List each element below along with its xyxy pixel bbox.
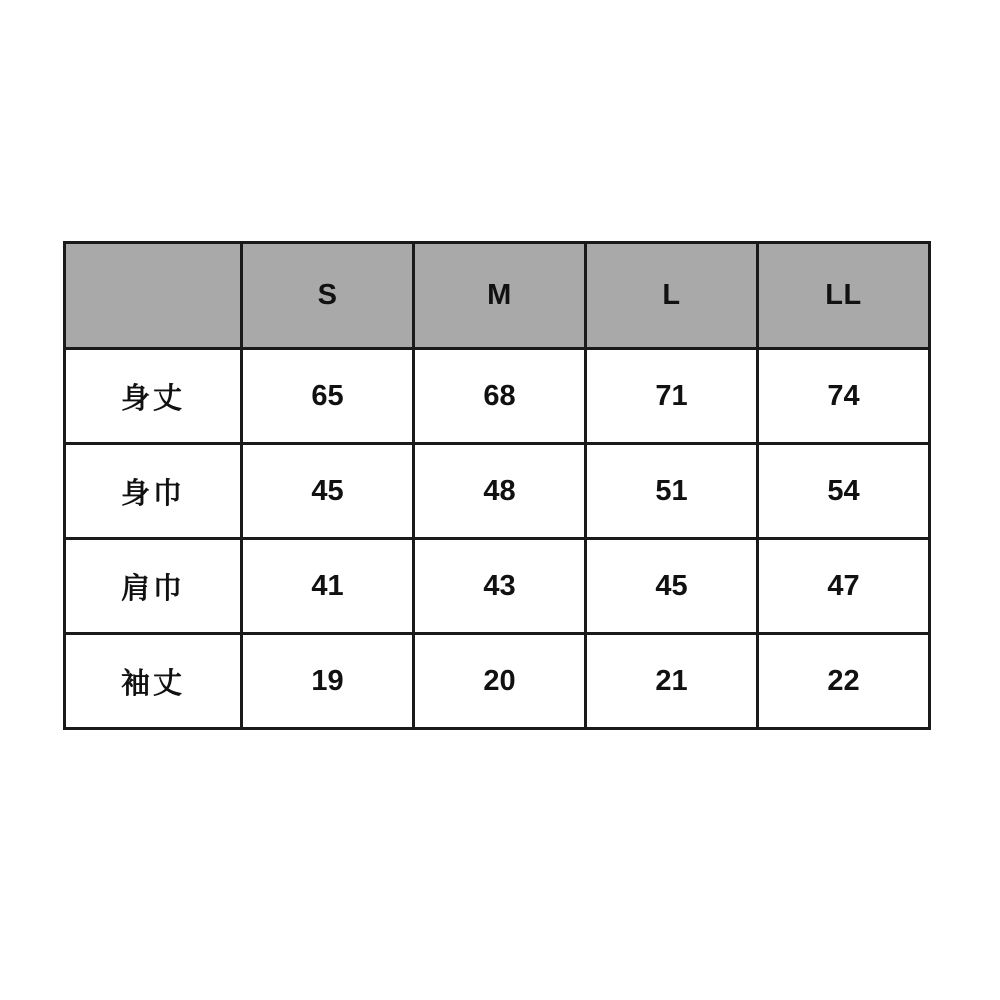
size-chart-container xyxy=(63,241,929,730)
cell-sodetake-l: 21 xyxy=(586,634,758,729)
cell-mitake-ll: 74 xyxy=(758,349,930,444)
column-header-l: L xyxy=(586,243,758,349)
cell-mihaba-ll: 54 xyxy=(758,444,930,539)
cell-katahaba-s: 41 xyxy=(242,539,414,634)
table-corner-cell xyxy=(65,243,242,349)
table-row xyxy=(65,634,930,729)
cell-mihaba-m: 48 xyxy=(414,444,586,539)
table-row xyxy=(65,539,930,634)
table-row xyxy=(65,444,930,539)
column-header-m: M xyxy=(414,243,586,349)
cell-mitake-m: 68 xyxy=(414,349,586,444)
cell-sodetake-s: 19 xyxy=(242,634,414,729)
cell-sodetake-m: 20 xyxy=(414,634,586,729)
cell-mitake-s: 65 xyxy=(242,349,414,444)
row-label-mihaba: 身巾 xyxy=(65,444,242,539)
size-chart-table xyxy=(63,241,931,730)
row-label-katahaba: 肩巾 xyxy=(65,539,242,634)
column-header-ll: LL xyxy=(758,243,930,349)
cell-sodetake-ll: 22 xyxy=(758,634,930,729)
cell-mitake-l: 71 xyxy=(586,349,758,444)
row-label-mitake: 身丈 xyxy=(65,349,242,444)
cell-katahaba-m: 43 xyxy=(414,539,586,634)
cell-mihaba-s: 45 xyxy=(242,444,414,539)
row-label-sodetake: 袖丈 xyxy=(65,634,242,729)
cell-mihaba-l: 51 xyxy=(586,444,758,539)
table-row xyxy=(65,349,930,444)
table-header-row xyxy=(65,243,930,349)
cell-katahaba-ll: 47 xyxy=(758,539,930,634)
cell-katahaba-l: 45 xyxy=(586,539,758,634)
column-header-s: S xyxy=(242,243,414,349)
